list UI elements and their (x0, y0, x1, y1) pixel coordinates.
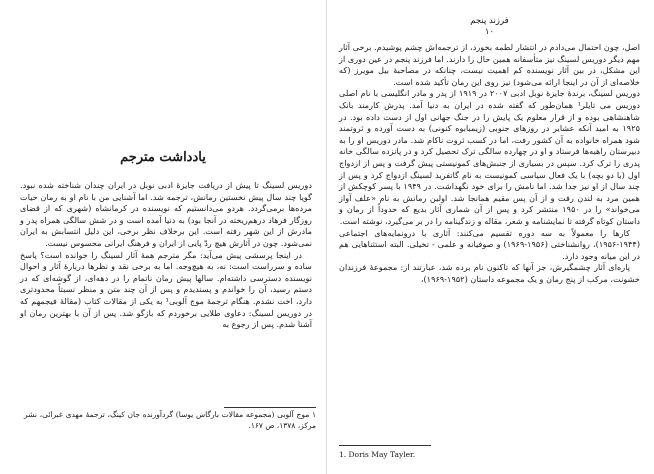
body-paragraph: در اینجا پرسشی پیش می‌آید: مگر مترجم همهٔ آثار لسینگ را خوانده است؟ پاسخ ساده و سرراست است: نه، به هیچ‌وجه. اما به برخی نقد و نظرها دربارهٔ آثار و احوال نویسنده دسترسی داشته‌ام. سالها پیش رمان ناتمام را در دهه‌ای، از گوشه‌ای که در دستم رسید، آن را خواندم و پسندیدم و پس از آن چند متن و منظر نسبتاً محدودتری دارد، اخت نشدم. هنگام ترجمهٔ موج آلوبی¹ به یکی از مقالات کتاب (مقالهٔ فیجمهم که در دوریس لسینگ: دعاوی طلایی برخوردم که بازگو شد. پس از آن با بهترین رمان او آشنا شدم. پس از رجوع به (20, 249, 312, 330)
section-title: یادداشت مترجم (120, 150, 206, 165)
page-number: ۱۰ (484, 27, 495, 37)
body-paragraph: اصل، چون احتمال می‌دادم در انتشار لطمه بخورد، از ترجمه‌اش چشم پوشیدم. برخی آثار مهم دیگر دوریس لسینگ نیز متأسفانه همین حال را دارند. اما فرزند پنجم در عین دوری از این مشکل، در بین آثار نویسنده کم اهمیت نیست، چنانکه در مصاحبهٔ بیل مویرز (که خلاصه‌ای از آن در اینجا ارائه می‌شود) نیز روی این رمان تأکید شده است. (339, 42, 640, 87)
footnote: ۱ موج آلوبی (مجموعه مقالات بارگاس یوسا) گردآورنده جان کینگ، ترجمهٔ مهدی غبرائی، نشر مرکز، ۱۳۷۸، ص ۱۶۷. (24, 410, 316, 430)
page-gutter (326, 0, 327, 474)
body-paragraph: پاره‌ای آثار چشمگیرش، جز آنها که تاکنون نام برده شد، عبارتند از: مجموعهٔ فرزندان خشونت، مرکب از پنج رمان و یک مجموعه داستان (۱۹۵۲-۱۹۶۹)، (339, 262, 640, 284)
left-page (4, 0, 322, 474)
footnote: 1. Doris May Tayler. (339, 450, 416, 459)
right-page (333, 0, 646, 474)
right-page-body (333, 42, 646, 285)
footnote-rule (224, 407, 316, 408)
footnote-rule (339, 445, 431, 446)
body-paragraph: کارها را معمولاً به سه دوره تقسیم می‌کنند: آثاری با درونمایه‌های اجتماعی (۱۹۴۴-۱۹۵۶)، روانشناختی (۱۹۵۶-۱۹۶۹) و صوفیانه و علمی - تخیلی. البته استثناهایی هم در این میانه وجود دارد. (339, 227, 641, 261)
body-paragraph: دوریس لسینگ، برندهٔ جایزهٔ نوبل ادبی ۲۰۰۷ در ۱۹۱۹ از پدر و مادر انگلیسی با نام اصلی دوریس می تایلر¹ همان‌طور که گفته شده در ایران به دنیا آمد. پدرش کارمند بانک شاهنشاهی بوده و از قرار معلوم یک پایش را در جنگ جهانی اول از دست داده بود. در ۱۹۲۵ به امید آنکه عشایر در روزهای جنوبی (زیمبابوه کنونی) به دست آورده و ثروتمند شود همراه خانواده به آن کشور رفت، اما در کسب ثروت ناکام شد. مادر دوریس او را به دبیرستان راهبه‌ها فرستاد و او در چهارده سالگی ترک تحصیل کرد و در پانزده سالگی خانه پدری را ترک کرد. سپس در بسیاری از جنبش‌های کمونیستی پیش گرفت و پس از ازدواج اول (با دو بچه) با یک فعال سیاسی کمونیست به نام گاتفرید لسینگ ازدواج کرد و پس از چند سال از او نیز جدا شد. اما نامش را برای خود نگهداشت. در ۱۹۴۹ با پسر کوچکش از همین مرد به لندن رفت و از آن پس مقیم همانجا شد. اولین رمانش به نام «علف آواز می‌خواند» را در ۱۹۵۰ منتشر کرد و پس از آن شماری آثار بدیع که حدوداً از رمان و داستان کوتاه گرفته تا نمایشنامه و شعر، مقاله و زندگینامه را در بر می‌گیرد، نوشته است. (339, 88, 640, 226)
left-page-body (4, 180, 322, 331)
running-head: فرزند پنجم (470, 16, 509, 26)
body-paragraph: دوریس لسینگ تا پیش از دریافت جایزهٔ ادبی نوبل در ایران چندان شناخته شده نبود. گویا چند سال پیش نخستین رمانش، ترجمه شد. اما آشنایی من با نام او به رمان حیات مرده‌ها برمی‌گردد. هردو می‌دانستیم که نویسنده در کرمانشاه (شهری که از قضای روزگار فرهاد درهم‌ریخته در آنجا بود) به دنیا آمده است و در شش سالگی همراه پدر و مادرش از این شهر رفته است. این برخلاف نظر برخی، این دلیل انتسابش به ایران نمی‌شود. چون در آثارش هیچ ردّ پایی از ایران و فرهنگ ایرانی محسوس نیست. (20, 180, 312, 248)
